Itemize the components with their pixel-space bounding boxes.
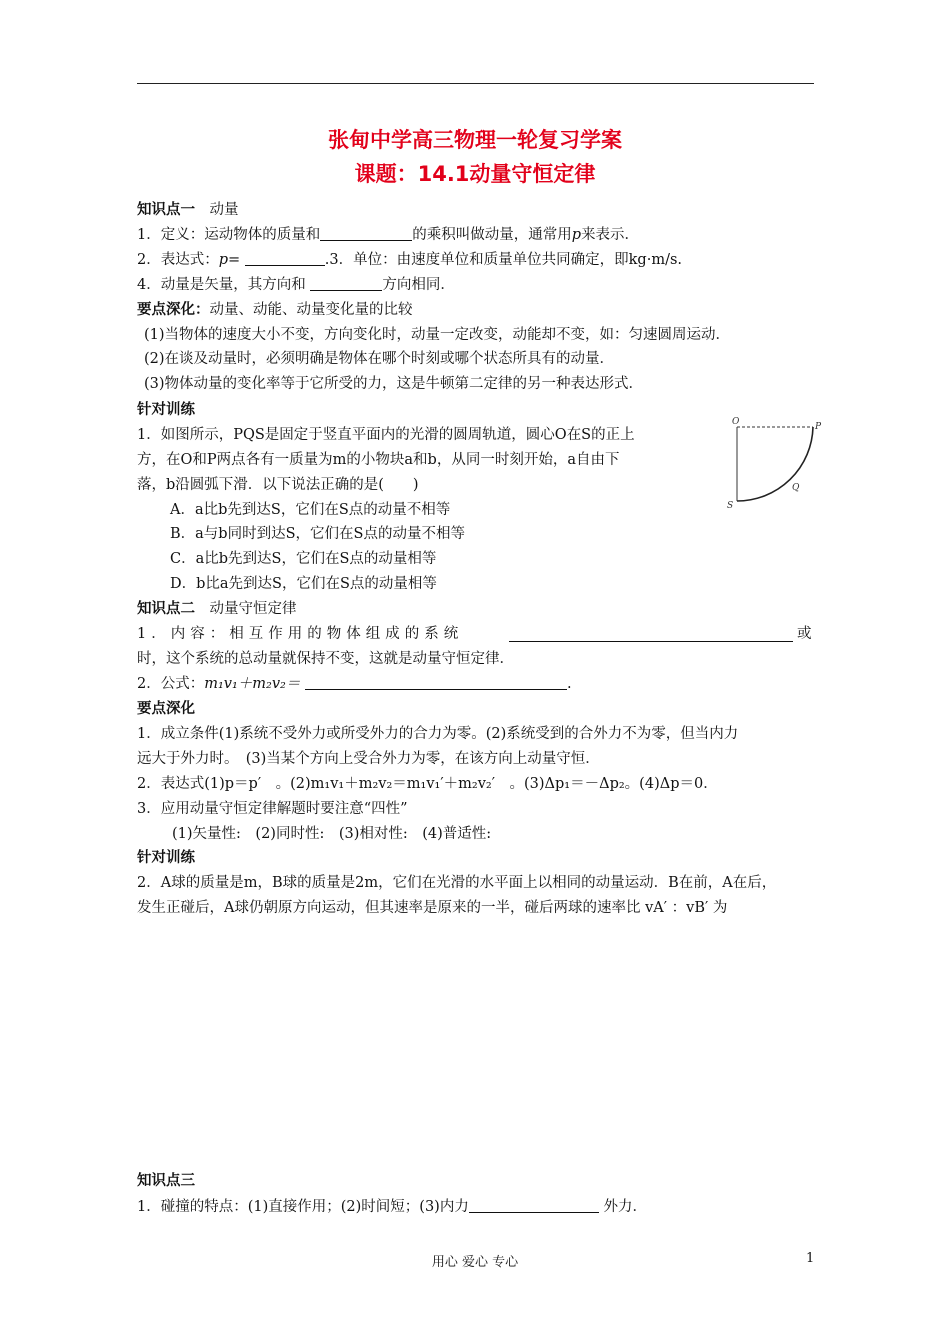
label-s: S (727, 501, 734, 511)
circular-track-figure (725, 415, 830, 515)
condition-line1: 1．成立条件(1)系统不受外力或所受外力的合力为零。(2)系统受到的合外力不为零，但当内力 (137, 726, 739, 742)
lesson-title: 课题：14.1动量守恒定律 (354, 162, 596, 186)
expression-line: 2．表达式：p= .3．单位：由速度单位和质量单位共同确定，即kg·m/s. (137, 252, 683, 268)
option-b: B．a与b同时到达S，它们在S点的动量不相等 (170, 526, 465, 542)
option-c: C．a比b先到达S，它们在S点的动量相等 (170, 551, 437, 567)
deepening-point-1: (1)当物体的速度大小不变，方向变化时，动量一定改变，动能却不变，如：匀速圆周运动． (144, 327, 731, 343)
blank-5 (305, 675, 567, 690)
arc-track (737, 427, 813, 501)
option-d: D．b比a先到达S，它们在S点的动量相等 (170, 576, 437, 592)
content-line1-end: 或 (797, 626, 812, 642)
blank-6 (469, 1198, 599, 1213)
section2-heading: 知识点二 动量守恒定律 (137, 601, 297, 617)
section1-heading: 知识点一 动量 (137, 202, 239, 218)
four-properties-line: 3．应用动量守恒定律解题时要注意“四性” (137, 801, 408, 817)
deepening-heading: 要点深化：动量、动能、动量变化量的比较 (137, 302, 413, 318)
document-title: 张甸中学高三物理一轮复习学案 (328, 128, 622, 152)
footer-text: 用心 爱心 专心 (431, 1255, 519, 1270)
definition-line: 1．定义：运动物体的质量和 的乘积叫做动量，通常用p来表示． (137, 227, 640, 243)
label-p: P (815, 422, 822, 432)
training2-heading: 针对训练 (137, 850, 195, 866)
content-line1: 1．内容：相互作用的物体组成的系统 (137, 626, 464, 642)
label-q: Q (792, 483, 800, 493)
deepening-point-3: (3)物体动量的变化率等于它所受的力，这是牛顿第二定律的另一种表达形式． (144, 376, 644, 392)
question2-line2: 发生正碰后，A球仍朝原方向运动，但其速率是原来的一半，碰后两球的速率比 vA′ ：vB′ 为 (137, 900, 728, 916)
question2-line1: 2．A球的质量是m，B球的质量是2m，它们在光滑的水平面上以相同的动量运动．B在前，A在后， (137, 875, 777, 891)
blank-1 (320, 226, 412, 241)
content-line2: 时，这个系统的总动量就保持不变，这就是动量守恒定律． (137, 651, 514, 667)
label-o: O (732, 417, 740, 427)
blank-2 (245, 251, 325, 266)
blank-4 (509, 627, 793, 642)
option-a: A．a比b先到达S，它们在S点的动量不相等 (170, 502, 451, 518)
question1-line3: 落，b沿圆弧下滑．以下说法正确的是( ) (137, 477, 419, 493)
blank-3 (310, 276, 382, 291)
deepening2-heading: 要点深化 (137, 701, 195, 717)
question1-line1: 1．如图所示，PQS是固定于竖直平面内的光滑的圆周轨道，圆心O在S的正上 (137, 427, 635, 443)
deepening-point-2: (2)在谈及动量时，必须明确是物体在哪个时刻或哪个状态所具有的动量． (144, 351, 615, 367)
vector-line: 4．动量是矢量，其方向和 方向相同． (137, 277, 455, 293)
expression-forms-line: 2．表达式(1)p＝p′ 。(2)m₁v₁＋m₂v₂＝m₁v₁′＋m₂v₂′ 。(3)Δp₁＝－Δp₂。(4)Δp＝0． (137, 776, 718, 792)
training1-heading: 针对训练 (137, 402, 195, 418)
page-number: 1 (806, 1251, 815, 1266)
four-properties-list: (1)矢量性: (2)同时性: (3)相对性: (4)普适性: (172, 826, 492, 842)
section3-heading: 知识点三 (137, 1173, 195, 1189)
condition-line2: 远大于外力时。 (3)当某个方向上受合外力为零，在该方向上动量守恒． (137, 751, 600, 767)
formula-line: 2．公式：m₁v₁＋m₂v₂＝ . (137, 676, 572, 692)
question1-line2: 方，在O和P两点各有一质量为m的小物块a和b，从同一时刻开始，a自由下 (137, 452, 620, 468)
header-rule (137, 83, 814, 84)
collision-features-line: 1．碰撞的特点：(1)直接作用；(2)时间短；(3)内力 外力． (137, 1199, 647, 1215)
